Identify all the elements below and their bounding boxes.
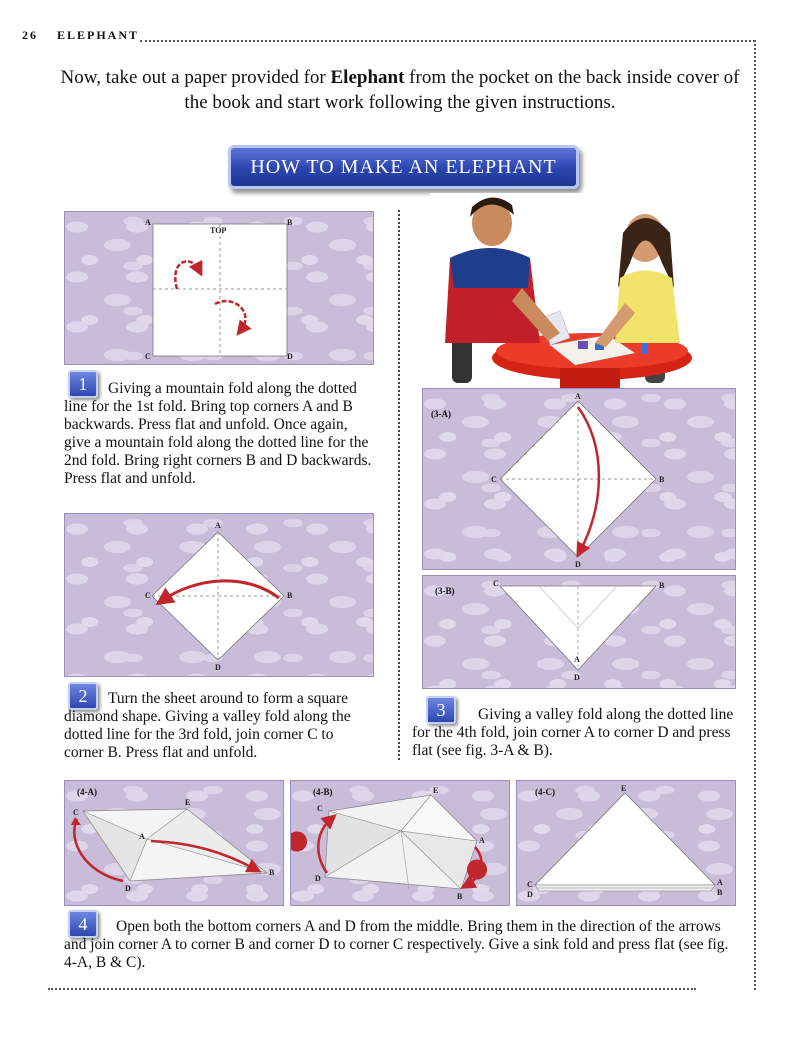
step-3-badge: 3 [426, 696, 456, 724]
fig3b-corner-b: B [659, 581, 665, 590]
step-1-body: Giving a mountain fold along the dotted line for the 1st fold. Bring top corners A and B backwards. Press flat and unfold. Once again, give a mountain fold along the dotted line for the 2nd fold. Bring right corners B and D backwards. Press flat and unfold. [64, 380, 372, 487]
figure-4b-panel [290, 780, 510, 906]
page-number: 26 [22, 28, 38, 42]
fig4b-corner-a: A [479, 836, 485, 845]
fig3a-corner-b: B [659, 475, 665, 484]
fig3b-label: (3-B) [435, 586, 455, 596]
fig3a-corner-c: C [491, 475, 497, 484]
fig3b-corner-c: C [493, 579, 499, 588]
intro-text-start: Now, take out a paper provided for [60, 67, 331, 88]
fig4b-corner-e: E [433, 786, 439, 795]
fig4c-corner-e: E [621, 784, 627, 793]
fig1-corner-c: C [145, 352, 151, 361]
fig1-corner-b: B [287, 218, 293, 227]
step-2-text [64, 690, 376, 762]
step-4-text [64, 918, 740, 972]
step-1-badge: 1 [68, 370, 98, 398]
section-title-banner: HOW TO MAKE AN ELEPHANT [228, 145, 579, 189]
figure-4a-panel [64, 780, 284, 906]
figure-3a-panel [422, 388, 736, 570]
fig4a-corner-d: D [125, 884, 131, 893]
fig4c-label: (4-C) [535, 787, 555, 797]
fig3a-label: (3-A) [431, 409, 451, 419]
intro-text-end: from the pocket on the back inside cover of the book and start work following the given instructions. [184, 67, 740, 113]
step-3-text [412, 706, 742, 760]
fig4a-corner-e: E [185, 798, 191, 807]
right-border [754, 40, 756, 990]
fig4a-corner-c: C [73, 808, 79, 817]
footer-divider [48, 988, 696, 990]
fig4b-corner-c: C [317, 804, 323, 813]
intro-paragraph [60, 65, 740, 115]
fig4b-label: (4-B) [313, 787, 333, 797]
fig4c-corner-c: C [527, 880, 533, 889]
fig2-corner-d: D [215, 663, 221, 672]
step-3-body: Giving a valley fold along the dotted line for the 4th fold, join corner A to corner D and press flat (see fig. 3-A & B). [412, 706, 734, 759]
fig2-corner-b: B [287, 591, 293, 600]
fig1-corner-d: D [287, 352, 293, 361]
fig3b-corner-d: D [574, 673, 580, 682]
fig2-corner-a: A [215, 521, 221, 530]
fig4c-corner-b: B [717, 888, 723, 897]
step-1-text [64, 380, 376, 488]
fig4a-label: (4-A) [77, 787, 97, 797]
running-header [22, 28, 139, 43]
fig4a-corner-a: A [139, 832, 145, 841]
figure-1-panel [64, 211, 374, 365]
fig4c-corner-a: A [717, 878, 723, 887]
fig1-top-label: TOP [210, 226, 227, 235]
fig3b-corner-a: A [574, 655, 580, 664]
step-2-badge: 2 [68, 682, 98, 710]
fig3a-corner-d: D [575, 560, 581, 569]
header-divider [140, 40, 755, 42]
fig2-corner-c: C [145, 591, 151, 600]
fig4c-corner-d: D [527, 890, 533, 899]
intro-bold-word: Elephant [330, 67, 405, 88]
fig4a-corner-b: B [269, 868, 275, 877]
figure-4c-panel [516, 780, 736, 906]
column-divider [398, 210, 400, 760]
step-4-body: Open both the bottom corners A and D from the middle. Bring them in the direction of the arrows and join corner A to corner B and corner D to corner C respectively. Give a sink fold and press flat (see fig. 4-A, B & C). [64, 918, 729, 971]
step-4-badge: 4 [68, 910, 98, 938]
children-photo [430, 193, 692, 388]
fig3a-corner-a: A [575, 392, 581, 401]
chapter-title: ELEPHANT [57, 28, 140, 42]
fig1-corner-a: A [145, 218, 151, 227]
fig4b-corner-b: B [457, 892, 463, 901]
step-2-body: Turn the sheet around to form a square diamond shape. Giving a valley fold along the dotted line for the 3rd fold, join corner C to corner B. Press flat and unfold. [64, 690, 351, 761]
figure-2-panel [64, 513, 374, 677]
figure-3b-panel [422, 575, 736, 689]
paper-triangle [535, 793, 715, 885]
fig4b-corner-d: D [315, 874, 321, 883]
